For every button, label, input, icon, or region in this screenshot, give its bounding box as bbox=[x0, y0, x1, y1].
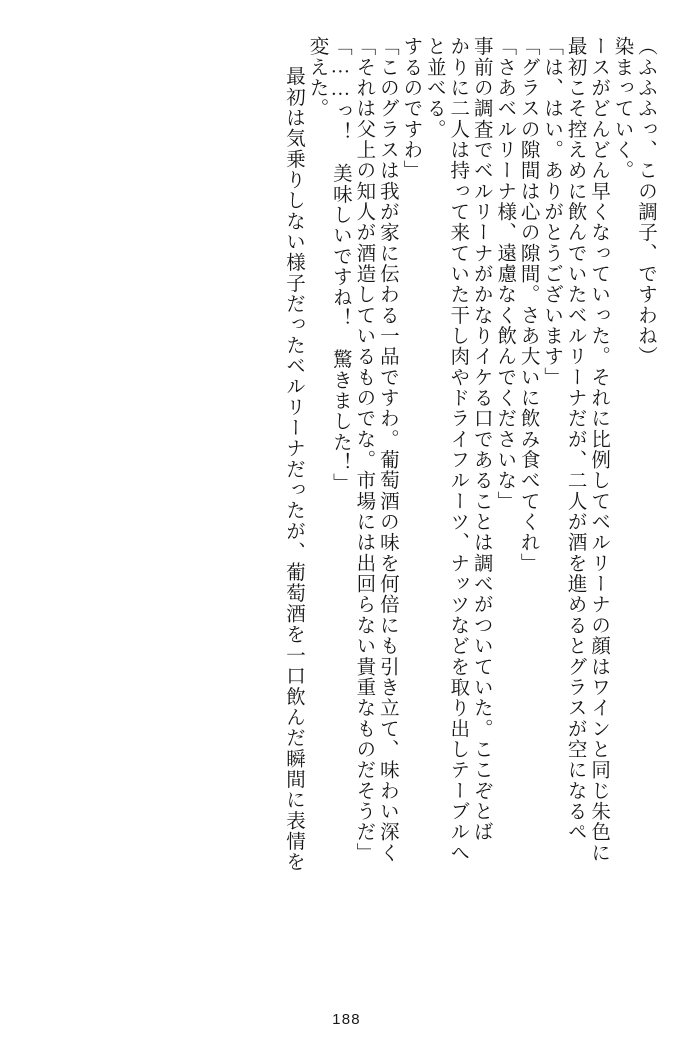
text-column-10: 「さあベルリーナ様、遠慮なく飲んでくださいな」 bbox=[494, 36, 516, 512]
text-column-7: と並べる。 bbox=[423, 36, 445, 140]
text-column-4: 「それは父上の知人が酒造しているものでな。市場には出回らない貴重なものだそうだ」 bbox=[353, 36, 375, 863]
text-column-2: 変えた。 bbox=[306, 36, 328, 119]
vertical-text-block bbox=[44, 36, 655, 976]
text-column-9: 事前の調査でベルリーナがかなりイケる口であることは調べがついていた。ここぞとば bbox=[470, 36, 492, 843]
text-column-12: 「は、はい。ありがとうございます」 bbox=[541, 36, 563, 388]
text-column-5: 「このグラスは我が家に伝わる一品ですわ。葡萄酒の味を何倍にも引き立て、味わい深く bbox=[376, 36, 398, 863]
text-column-16: （ふふふっ、この調子、ですわね） bbox=[635, 36, 656, 367]
text-column-6: するのですわ」 bbox=[400, 36, 422, 181]
page-number: 188 bbox=[332, 1011, 361, 1028]
text-column-8: かりに二人は持って来ていた干し肉やドライフルーツ、ナッツなどを取り出しテーブルへ bbox=[447, 36, 469, 863]
text-column-14: ースがどんどん早くなっていった。それに比例してベルリーナの顔はワインと同じ朱色に bbox=[588, 36, 610, 863]
text-column-1: 最初は気乗りしない様子だったベルリーナだったが、葡萄酒を一口飲んだ瞬間に表情を bbox=[282, 66, 304, 873]
text-column-15: 染まっていく。 bbox=[611, 36, 633, 181]
text-column-3: 「……っ！ 美味しいですね！ 驚きました！」 bbox=[329, 36, 351, 494]
text-column-11: 「グラスの隙間は心の隙間。さあ大いに飲み食べてくれ」 bbox=[517, 36, 539, 574]
text-column-13: 最初こそ控えめに飲んでいたベルリーナだが、二人が酒を進めるとグラスが空になるペ bbox=[564, 36, 586, 843]
